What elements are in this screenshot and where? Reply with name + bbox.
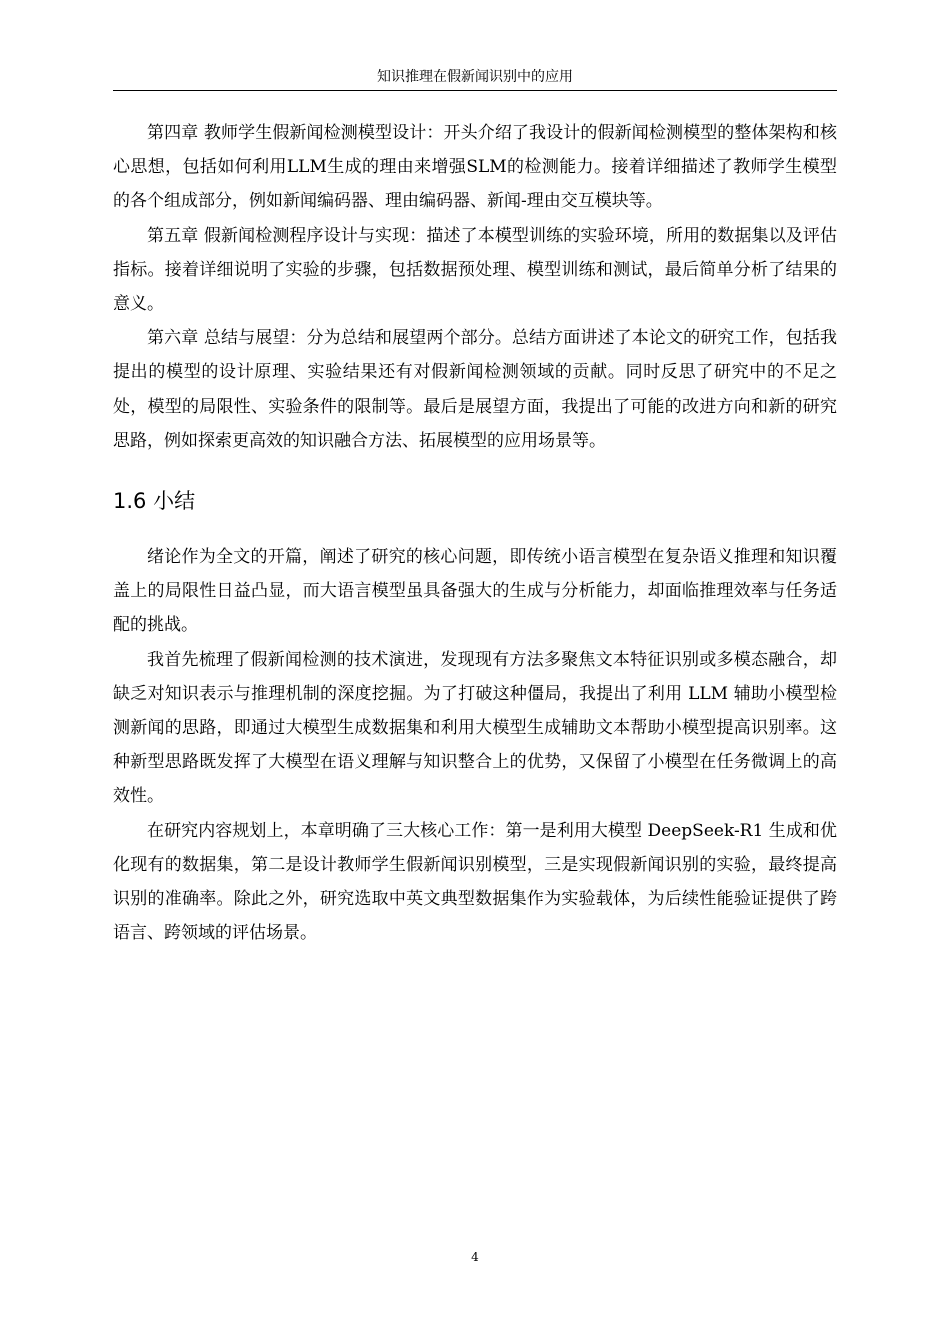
running-header: 知识推理在假新闻识别中的应用 (113, 66, 837, 91)
section-title: 1.6 小结 (113, 489, 196, 514)
summary-paragraph-2: 我首先梳理了假新闻检测的技术演进，发现现有方法多聚焦文本特征识别或多模态融合，却缺乏对知识表示与推理机制的深度挖掘。为了打破这种僵局，我提出了利用 LLM 辅助小模型检测新闻的思路，即通过大模型生成数据集和利用大模型生成辅助文本帮助小模型提高识别率。这种新型思路既发挥了大模型在语义理解与知识整合上的优势，又保留了小模型在任务微调上的高效性。 (113, 649, 837, 807)
summary-paragraph-1: 绪论作为全文的开篇，阐述了研究的核心问题，即传统小语言模型在复杂语义推理和知识覆盖上的局限性日益凸显，而大语言模型虽具备强大的生成与分析能力，却面临推理效率与任务适配的挑战。 (113, 547, 837, 636)
page-number: 4 (471, 1250, 479, 1264)
paragraph-chapter-4: 第四章 教师学生假新闻检测模型设计：开头介绍了我设计的假新闻检测模型的整体架构和核心思想，包括如何利用LLM生成的理由来增强SLM的检测能力。接着详细描述了教师学生模型的各个组成部分，例如新闻编码器、理由编码器、新闻-理由交互模块等。 (113, 123, 837, 212)
paragraph-chapter-5: 第五章 假新闻检测程序设计与实现：描述了本模型训练的实验环境，所用的数据集以及评估指标。接着详细说明了实验的步骤，包括数据预处理、模型训练和测试，最后简单分析了结果的意义。 (113, 225, 837, 315)
paragraph-chapter-6: 第六章 总结与展望：分为总结和展望两个部分。总结方面讲述了本论文的研究工作，包括我提出的模型的设计原理、实验结果还有对假新闻检测领域的贡献。同时反思了研究中的不足之处，模型的局限性、实验条件的限制等。最后是展望方面，我提出了可能的改进方向和新的研究思路，例如探索更高效的知识融合方法、拓展模型的应用场景等。 (113, 328, 837, 451)
page-body (113, 116, 837, 950)
summary-paragraph-3: 在研究内容规划上，本章明确了三大核心工作：第一是利用大模型 DeepSeek-R1 生成和优化现有的数据集，第二是设计教师学生假新闻识别模型，三是实现假新闻识别的实验，最终提高识别的准确率。除此之外，研究选取中英文典型数据集作为实验载体，为后续性能验证提供了跨语言、跨领域的评估场景。 (113, 820, 837, 944)
